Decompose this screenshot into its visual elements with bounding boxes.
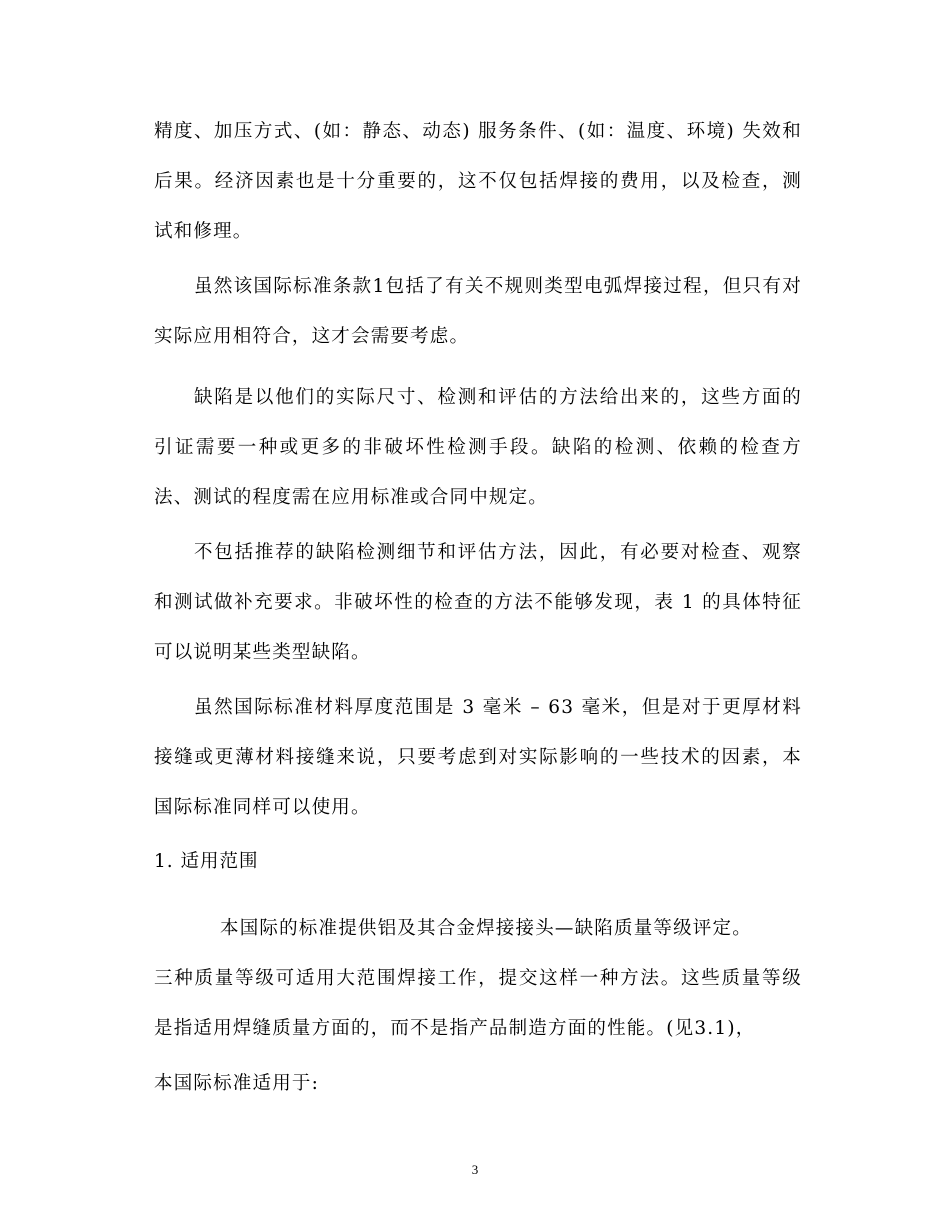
paragraph-3 [154,373,802,523]
paragraph-2-text: 虽然该国际标准条款1包括了有关不规则类型电弧焊接过程，但只有对实际应用相符合，这才会需要考虑。 [154,276,802,347]
paragraph-6-rest: 三种质量等级可适用大范围焊接工作，提交这样一种方法。这些质量等级是指适用焊缝质量方面的，而不是指产品制造方面的性能。(见3.1)， [154,968,802,1039]
paragraph-4-text: 不包括推荐的缺陷检测细节和评估方法，因此，有必要对检查、观察和测试做补充要求。非破坏性的检查的方法不能够发现，表 1 的具体特征可以说明某些类型缺陷。 [154,542,802,663]
paragraph-6-line-1: 本国际的标准提供铝及其合金焊接接头—缺陷质量等级评定。 [220,918,752,939]
paragraph-7-text: 本国际标准适用于: [154,1073,320,1094]
paragraph-5-text: 虽然国际标准材料厚度范围是 3 毫米 – 63 毫米，但是对于更厚材料接缝或更薄材料接缝来说，只要考虑到对实际影响的一些技术的因素，本国际标准同样可以使用。 [154,697,802,818]
paragraph-6 [154,904,802,1054]
paragraph-4 [154,528,802,678]
paragraph-5 [154,683,802,833]
section-heading: 1. 适用范围 [154,851,259,872]
paragraph-1-text: 精度、加压方式、(如：静态、动态) 服务条件、(如：温度、环境) 失效和后果。经济因素也是十分重要的，这不仅包括焊接的费用，以及检查，测试和修理。 [154,121,802,242]
paragraph-7 [154,1059,802,1109]
paragraph-1 [154,107,802,257]
page-number: 3 [471,1162,479,1177]
paragraph-2 [154,262,802,362]
paragraph-3-text: 缺陷是以他们的实际尺寸、检测和评估的方法给出来的，这些方面的引证需要一种或更多的非破坏性检测手段。缺陷的检测、依赖的检查方法、测试的程度需在应用标准或合同中规定。 [154,387,802,508]
